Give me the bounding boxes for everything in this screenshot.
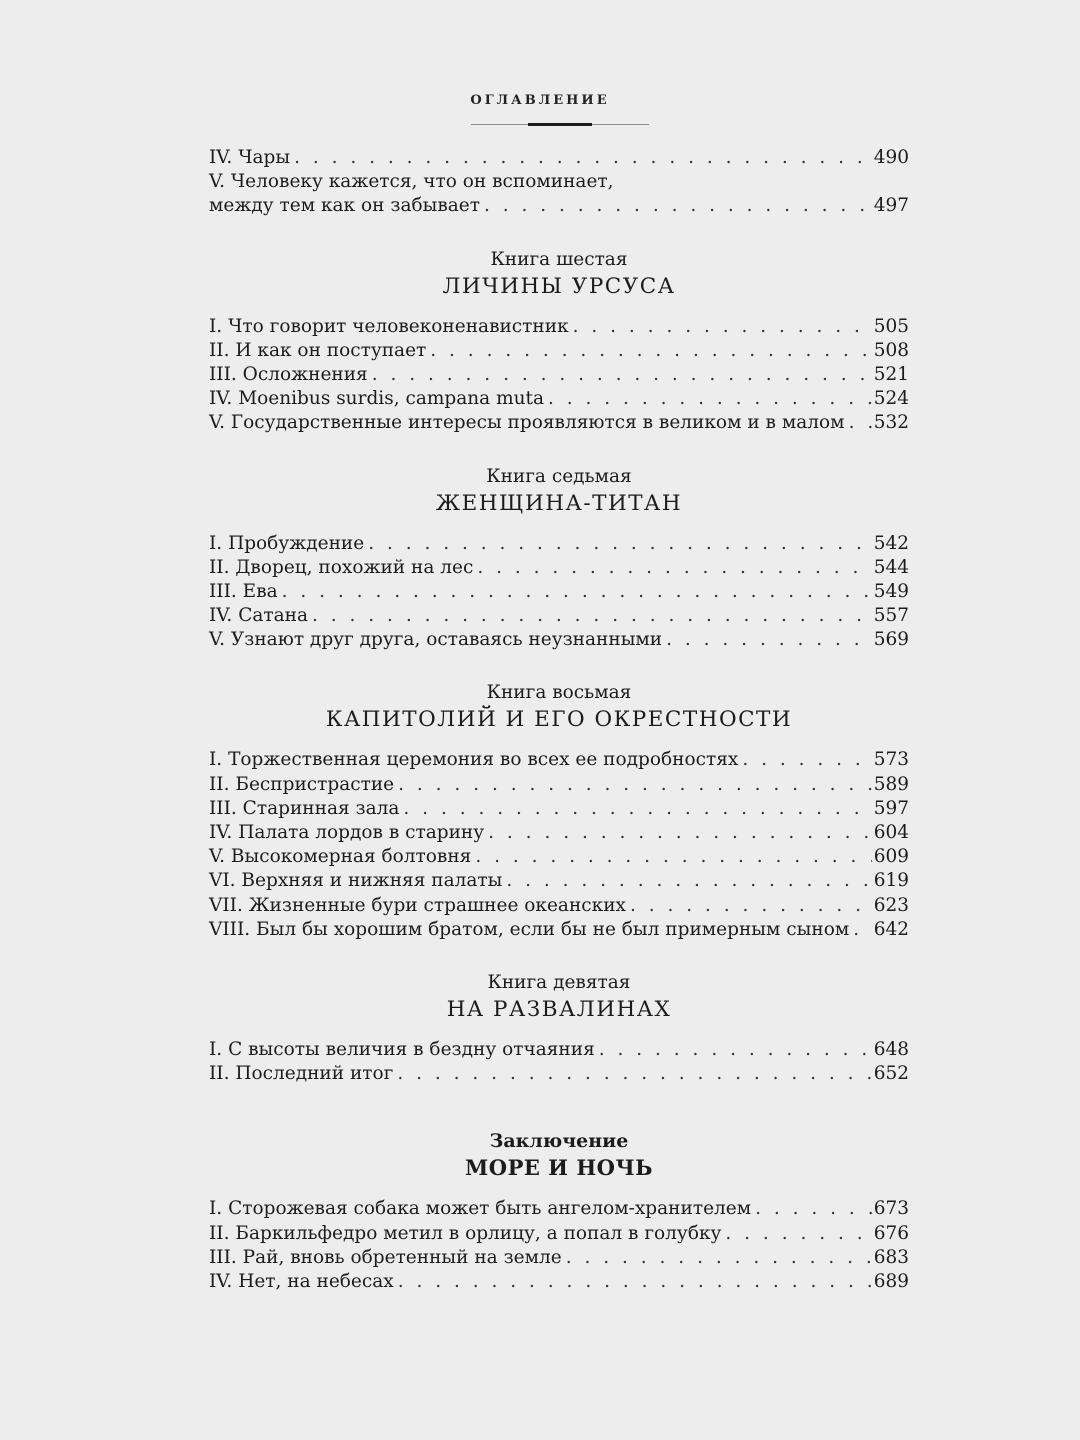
toc-entry[interactable] [209, 869, 909, 893]
leader-dots [398, 1270, 872, 1294]
leader-dots [294, 146, 872, 170]
toc-entry-title: VIII. Был бы хорошим братом, если бы не был примерным сыном [209, 918, 850, 940]
leader-dots [475, 845, 871, 869]
toc-entry[interactable] [209, 532, 909, 556]
toc-entry[interactable] [209, 146, 909, 170]
toc-entry-title: III. Осложнения [209, 363, 368, 385]
toc-entry[interactable] [209, 580, 909, 604]
toc-entry-title: II. Последний итог [209, 1063, 394, 1085]
toc-entry[interactable] [209, 194, 909, 218]
toc-entry-page: 619 [873, 870, 909, 892]
toc-entry[interactable] [209, 556, 909, 580]
leader-dots [484, 194, 872, 218]
leader-dots [506, 869, 871, 893]
toc-entry[interactable] [209, 845, 909, 869]
toc-entry-title: I. Что говорит человеконенавистник [209, 315, 569, 337]
book-title: ЖЕНЩИНА-ТИТАН [435, 490, 683, 516]
conclusion-heading [209, 1129, 909, 1183]
leader-dots [742, 748, 871, 772]
leader-dots [398, 773, 872, 797]
leader-dots [725, 1222, 871, 1246]
toc-entry-page: 521 [873, 363, 909, 385]
toc-entry-title: V. Высокомерная болтовня [209, 846, 472, 868]
toc-entry-page: 497 [873, 195, 909, 217]
toc-entry-page: 623 [873, 894, 909, 916]
toc-entry-title: I. С высоты величия в бездну отчаяния [209, 1038, 595, 1060]
toc-entry-page: 549 [873, 580, 909, 602]
toc-entry[interactable] [209, 1038, 909, 1062]
toc-entry[interactable] [209, 1062, 909, 1086]
toc-entry-title: V. Узнают друг друга, оставаясь неузнанными [209, 629, 663, 651]
toc-entry-title: I. Сторожевая собака может быть ангелом-хранителем [209, 1198, 752, 1220]
toc-entry-page: 490 [873, 147, 909, 168]
toc-entry-title: II. Дворец, похожий на лес [209, 556, 474, 578]
leader-dots [312, 604, 872, 628]
book-title: МОРЕ И НОЧЬ [465, 1155, 653, 1181]
toc-entry-page: 573 [873, 749, 909, 771]
toc-entry-title: IV. Сатана [209, 605, 309, 627]
toc-entry-title: IV. Moenibus surdis, campana muta [209, 388, 545, 410]
toc-entry-page: 569 [873, 629, 909, 651]
book-label: Заключение [489, 1130, 629, 1153]
toc-entry-title: между тем как он забывает [209, 195, 480, 217]
toc-entry[interactable] [209, 797, 909, 821]
toc-entry-title: VI. Верхняя и нижняя палаты [209, 870, 503, 892]
leader-dots [430, 339, 871, 363]
book-title: КАПИТОЛИЙ И ЕГО ОКРЕСТНОСТИ [325, 707, 793, 733]
toc-entry-title: II. Баркильфедро метил в орлицу, а попал в голубку [209, 1222, 722, 1244]
book-label: Книга восьмая [486, 682, 632, 704]
toc-entry-title: II. Беспристрастие [209, 773, 395, 795]
toc-entry[interactable] [209, 315, 909, 339]
leader-dots [397, 1062, 871, 1086]
book-heading [209, 681, 909, 735]
toc-entry[interactable] [209, 918, 909, 942]
leader-dots [368, 532, 872, 556]
toc-entry-title: III. Ева [209, 580, 278, 602]
book-label: Книга шестая [490, 248, 628, 270]
toc-entry-title: IV. Палата лордов в старину [209, 822, 485, 843]
leader-dots [755, 1197, 872, 1221]
table-of-contents [209, 146, 909, 1294]
leader-dots [403, 797, 871, 821]
toc-entry[interactable] [209, 1270, 909, 1294]
toc-entry-title: VII. Жизненные бури страшнее океанских [209, 894, 626, 916]
leader-dots [566, 1246, 872, 1270]
toc-entry-page: 652 [873, 1063, 909, 1085]
leader-dots [372, 363, 872, 387]
toc-entry[interactable] [209, 363, 909, 387]
leader-dots [548, 387, 872, 411]
toc-entry-title: II. И как он поступает [209, 339, 427, 361]
toc-entry[interactable] [209, 773, 909, 797]
book-label: Книга седьмая [486, 465, 632, 487]
toc-entry-page: 542 [873, 532, 909, 554]
toc-entry-title: I. Торжественная церемония во всех ее подробностях [209, 749, 739, 771]
leader-dots [666, 628, 872, 652]
book-title: ЛИЧИНЫ УРСУСА [442, 273, 676, 299]
toc-entry-page: 609 [873, 846, 909, 868]
toc-entry-title-line1: V. Человеку кажется, что он вспоминает, [209, 171, 614, 193]
toc-entry-page: 597 [873, 797, 909, 819]
toc-entry[interactable] [209, 1197, 909, 1221]
book-heading [209, 465, 909, 519]
leader-dots [599, 1038, 872, 1062]
toc-entry-page: 589 [873, 773, 909, 795]
toc-entry[interactable] [209, 821, 909, 845]
toc-entry-page: 673 [873, 1198, 909, 1220]
toc-entry[interactable] [209, 1222, 909, 1246]
toc-entry-page: 683 [873, 1246, 909, 1268]
toc-entry-title: IV. Чары [209, 147, 291, 168]
toc-entry[interactable] [209, 387, 909, 411]
book-heading [209, 248, 909, 302]
toc-entry[interactable] [209, 894, 909, 918]
toc-entry[interactable] [209, 339, 909, 363]
toc-entry-page: 676 [873, 1222, 909, 1244]
toc-entry-page: 505 [873, 315, 909, 337]
toc-entry-title: III. Рай, вновь обретенный на земле [209, 1246, 562, 1268]
toc-entry-page: 557 [873, 605, 909, 627]
toc-entry[interactable] [209, 748, 909, 772]
toc-entry-page: 604 [873, 822, 909, 843]
toc-entry-page: 689 [873, 1270, 909, 1292]
toc-entry-page: 524 [873, 388, 909, 410]
book-heading [209, 971, 909, 1025]
toc-entry[interactable] [209, 411, 909, 435]
leader-dots [630, 894, 872, 918]
leader-dots [477, 556, 871, 580]
header-rule-accent [528, 123, 592, 126]
toc-entry-page: 544 [873, 556, 909, 578]
toc-entry[interactable] [209, 1246, 909, 1270]
toc-entry[interactable] [209, 628, 909, 652]
toc-entry-title: V. Государственные интересы проявляются в великом и в малом [209, 412, 845, 434]
leader-dots [573, 315, 872, 339]
toc-entry-title: IV. Нет, на небесах [209, 1270, 394, 1292]
book-label: Книга девятая [487, 971, 631, 993]
leader-dots [849, 411, 872, 435]
running-title: ОГЛАВЛЕНИЕ [470, 93, 610, 108]
leader-dots [282, 580, 872, 604]
toc-entry-page: 648 [873, 1038, 909, 1060]
toc-entry[interactable] [209, 604, 909, 628]
toc-entry-title: I. Пробуждение [209, 532, 365, 554]
leader-dots [853, 918, 871, 942]
toc-entry-page: 532 [873, 412, 909, 434]
book-title: НА РАЗВАЛИНАХ [446, 996, 672, 1022]
leader-dots [488, 821, 872, 845]
toc-entry-title: III. Старинная зала [209, 797, 400, 819]
toc-entry-page: 642 [873, 918, 909, 940]
toc-entry-page: 508 [873, 339, 909, 361]
